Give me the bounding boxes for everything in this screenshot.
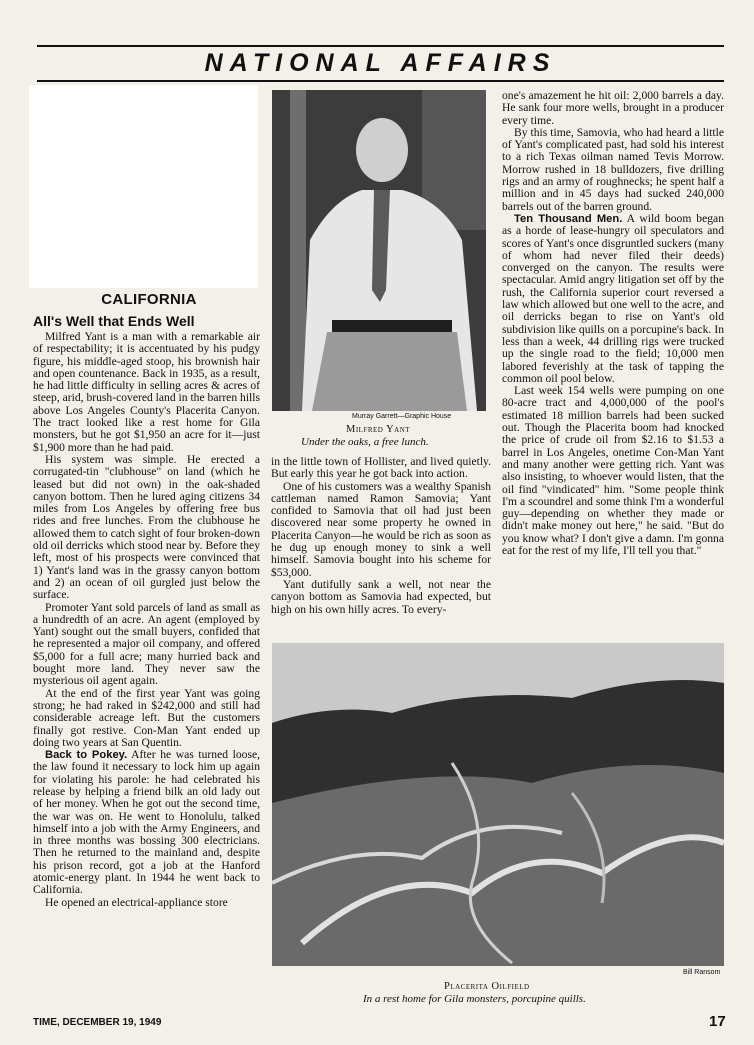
oilfield-illustration <box>272 643 724 966</box>
header-rule-top <box>37 45 724 47</box>
portrait-illustration <box>272 90 486 411</box>
paragraph: in the little town of Hollister, and lived quietly. But early this year he got back into action. <box>271 455 491 481</box>
photo-caption-name: Milfred Yant <box>346 424 411 435</box>
blank-box <box>29 85 258 288</box>
header-rule-bottom <box>37 80 724 82</box>
paragraph: One of his customers was a wealthy Spanish cattleman named Ramon Samovia; Yant confided to Samovia that oil had just been discovered near some property he owned in Placerita Canyon—he would be rich as soon as he dug up enough money to sink a well himself. Samovia bought into his scheme for $53,000. <box>271 479 491 579</box>
article-headline: All's Well that Ends Well <box>33 313 195 329</box>
subheading: Back to Pokey. <box>45 749 128 762</box>
article-column-1 <box>33 331 260 909</box>
page-number: 17 <box>709 1013 726 1030</box>
photo-credit: Murray Garrett—Graphic House <box>352 413 452 420</box>
paragraph: He opened an electrical-appliance store <box>45 895 228 909</box>
paragraph: one's amazement he hit oil: 2,000 barrels a day. He sank four more wells, brought in a producer every time. <box>502 89 724 127</box>
photo-caption: In a rest home for Gila monsters, porcupine quills. <box>363 993 586 1005</box>
subheading: Ten Thousand Men. <box>514 212 623 225</box>
paragraph-text: A wild boom began as a horde of lease-hungry oil speculators and scores of Yant's once disgruntled suckers (many of whom had never filed their deeds) converged on the canyon. The results were spectacular. Amid angry litigation set off by the rush, the California superior court reversed a law which allowed but one well to the acre, and oil derricks began to rise on Yant's old subdivision like quills on a porcupine's back. In less than a week, 44 drilling rigs were trucked up the single road to the field; 10,000 men labored feverishly at the task of tapping the common oil pool below. <box>502 211 725 385</box>
paragraph: Last week 154 wells were pumping on one 80-acre tract and 4,000,000 of the pool's estimated 18 million barrels had been sucked out. Though the Placerita boom had knocked the price of crude oil from $2.16 to $1.53 a barrel in Los Angeles, onetime Con-Man Yant and many another were getting rich. Yant was also insisting, to whoever would listen, that the oil find "vindicated" him. "Some people think I'm a scoundrel and some think I'm a wonderful guy—depending on whether they made or didn't make money out here," he said. "But do you know what? I don't give a damn. I'm gonna eat for the rest of my life, I'll tell you that." <box>502 384 724 557</box>
oilfield-photo <box>272 643 724 966</box>
article-column-3 <box>502 90 724 557</box>
paragraph: Milfred Yant is a man with a remarkable air of respectability; it is accentuated by his pudgy figure, his middle-aged stoop, his brownish hair and open countenance. Back in 1935, as a result, he had little difficulty in selling acres & acres of steep, arid, brush-covered land in the barren hills above Los Angeles County's Placerita Canyon. The tract looked like a rest home for Gila monsters, but he got $1,950 an acre for it—just $1,900 more than he had paid. <box>33 330 260 454</box>
photo-caption: Under the oaks, a free lunch. <box>301 436 429 448</box>
article-column-2 <box>271 456 491 616</box>
paragraph: By this time, Samovia, who had heard a little of Yant's complicated past, had sold his interest to a rich Texas oilman named Tevis Morrow. Morrow rushed in 18 bulldozers, five drilling rigs and an army of roughnecks; he spent half a million and in 45 days had sucked 240,000 barrels out of the barren ground. <box>502 125 724 213</box>
photo-caption-name: Placerita Oilfield <box>444 981 530 992</box>
issue-date: TIME, DECEMBER 19, 1949 <box>33 1017 162 1028</box>
paragraph: At the end of the first year Yant was going strong; he had raked in $242,000 and still had considerable acreage left. But the customers finally got restive. Con-Man Yant ended up doing two years at San Quentin. <box>33 686 260 749</box>
portrait-photo <box>272 90 486 411</box>
section-label: CALIFORNIA <box>101 291 197 308</box>
paragraph: Yant dutifully sank a well, not near the canyon bottom as Samovia had expected, but high on his own hilly acres. To every- <box>271 577 491 616</box>
page-section-title: NATIONAL AFFAIRS <box>204 49 557 77</box>
paragraph-text: After he was turned loose, the law found it necessary to lock him up again for violating his parole: he had celebrated his release by helping a friend bilk an old lady out of her money. When he got out the second time, the war was on. He went to Honolulu, talked himself into a job with the Army Engineers, and in three months was bossing 300 electricians. Then he returned to the mainland and, despite his prison record, got a job at the Hanford atomic-energy plant. In 1944 he went back to California. <box>33 748 261 897</box>
paragraph <box>33 749 260 897</box>
paragraph: His system was simple. He erected a corrugated-tin "clubhouse" on land (which he leased but did not own) in the oak-shaded canyon bottom. Then he lured aging citizens 34 miles from Los Angeles by offering free bus rides and free lunches. From the clubhouse he allowed them to catch sight of four broken-down old oil derricks which stood near by. Before they left, most of his prospects were convinced that 1) Yant's land was in the grassy canyon bottom and 2) an ocean of oil gurgled just below the surface. <box>33 452 260 602</box>
photo-credit: Bill Ransom <box>683 969 721 976</box>
paragraph <box>502 213 724 385</box>
paragraph: Promoter Yant sold parcels of land as small as a hundredth of an acre. An agent (employed by Yant) sought out the small buyers, confided that he represented a major oil company, and offered $5,000 for a full acre; many hurried back and bought more land. They never saw the mysterious oil agent again. <box>33 600 260 688</box>
